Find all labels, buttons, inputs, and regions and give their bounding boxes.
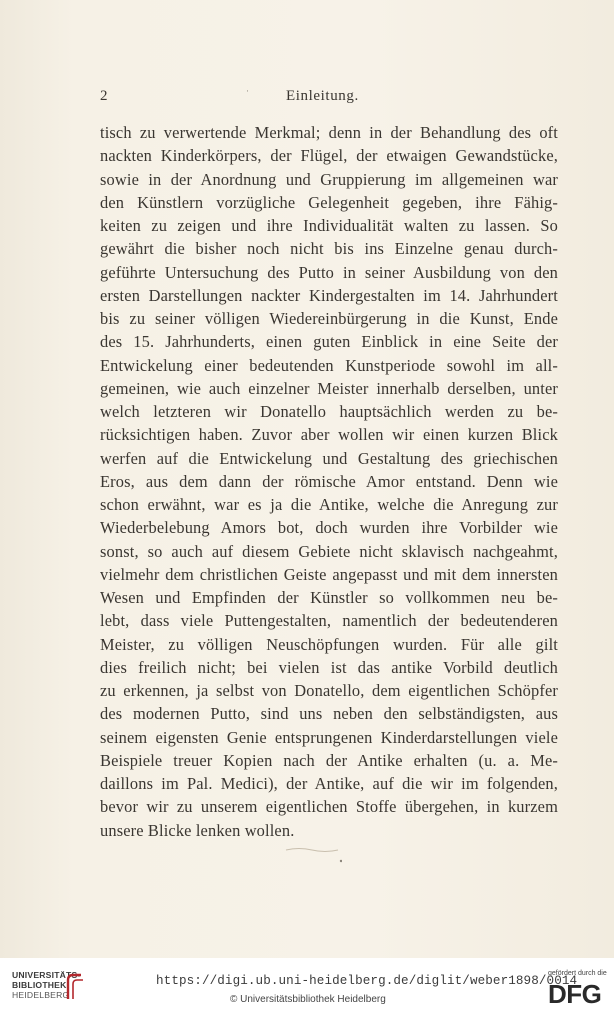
text-line: rücksichtigen haben. Zuvor aber wollen wir einen kurzen Blick (100, 425, 558, 445)
text-line: Meister, zu völligen Neuschöpfungen wurden. Für alle gilt (100, 634, 558, 654)
text-line: gemeinen, wie auch einzelner Meister innerhalb derselben, unter (100, 378, 558, 398)
text-line: keiten zu zeigen und ihre Individualität walten zu lassen. So (100, 216, 558, 235)
body-text (100, 121, 558, 842)
text-line: geführte Untersuchung des Putto in seiner Ausbildung von den (100, 262, 558, 282)
text-line: Beispiele treuer Kopien nach der Antike erhalten (u. a. Me- (100, 750, 558, 770)
copyright-notice: © Universitätsbibliothek Heidelberg (230, 994, 386, 1005)
library-name-line2: BIBLIOTHEK (12, 980, 67, 990)
page-mark: · (246, 86, 250, 96)
text-line: vielmehr dem christlichen Geiste angepasst und mit dem innersten (100, 564, 558, 584)
text-line: sonst, so auch auf diesem Gebiete nicht sklavisch nachgeahmt, (100, 541, 558, 561)
text-line: den Künstlern vorzügliche Gelegenheit gegeben, ihre Fähig- (100, 192, 558, 212)
text-line: werfen auf die Entwickelung und Gestaltung des griechischen (100, 448, 558, 468)
text-line: Entwickelung einer bedeutenden Kunstperiode sowohl im all- (100, 355, 558, 375)
text-line: dies freilich nicht; bei vielen ist das antike Vorbild deutlich (100, 657, 558, 677)
text-line: Wiederbelebung Amors bot, doch wurden ihre Vorbilder wie (100, 518, 558, 538)
dfg-logo: DFG (548, 979, 602, 1009)
text-line: des modernen Putto, sind uns neben den selbständigsten, aus (100, 704, 558, 724)
library-name-line3: HEIDELBERG (12, 990, 70, 1000)
text-line: lebt, dass viele Puttengestalten, namentlich der bedeutenderen (100, 611, 558, 631)
page-number: 2 (100, 88, 108, 104)
text-line: des 15. Jahrhunderts, einen guten Einblick in eine Seite der (100, 332, 558, 352)
text-line: sowie in der Anordnung und Gruppierung im allgemeinen war (100, 169, 558, 189)
text-line: seinem eigensten Genie entsprungenen Kinderdarstellungen viele (100, 727, 558, 747)
text-line: bevor wir zu unserem eigentlichen Stoffe übergehen, in kurzem (100, 797, 558, 817)
text-line: Eros, aus dem dann der römische Amor entstand. Denn wie (100, 471, 558, 491)
text-line: tisch zu verwertende Merkmal; denn in der Behandlung des oft (100, 123, 558, 142)
text-line: zu erkennen, ja selbst von Donatello, dem eigentlichen Schöpfer (100, 681, 558, 700)
end-ornament (282, 846, 342, 864)
digitization-footer (0, 958, 614, 1011)
text-line: Wesen und Empfinden der Künstler so vollkommen neu be- (100, 588, 558, 607)
text-line: ersten Darstellungen nackter Kindergestalten im 14. Jahrhundert (100, 285, 558, 305)
text-line: schon erwähnt, war es ja die Antike, welche die Anregung zur (100, 495, 558, 514)
running-head-title: Einleitung. (286, 88, 359, 104)
text-line: gewährt die bisher noch nicht bis ins Einzelne genau durch- (100, 239, 558, 259)
permalink-url[interactable]: https://digi.ub.uni-heidelberg.de/diglit/weber1898/0014 (156, 974, 578, 988)
text-line: bis zu seiner völligen Wiedereinbürgerung in die Kunst, Ende (100, 309, 558, 328)
text-line: daillons im Pal. Medici), der Antike, auf die wir im folgenden, (100, 774, 558, 793)
running-head (0, 88, 614, 108)
text-line-last: unsere Blicke lenken wollen. (100, 820, 295, 840)
text-line: nackten Kinderkörpers, der Flügel, der etwaigen Gewandstücke, (100, 146, 558, 166)
text-line: welch letzteren wir Donatello hauptsächlich werden zu be- (100, 402, 558, 421)
library-name-line1: UNIVERSITÄTS- (12, 970, 81, 980)
funding-caption: gefördert durch die (548, 970, 607, 977)
university-emblem-icon (64, 972, 86, 1002)
